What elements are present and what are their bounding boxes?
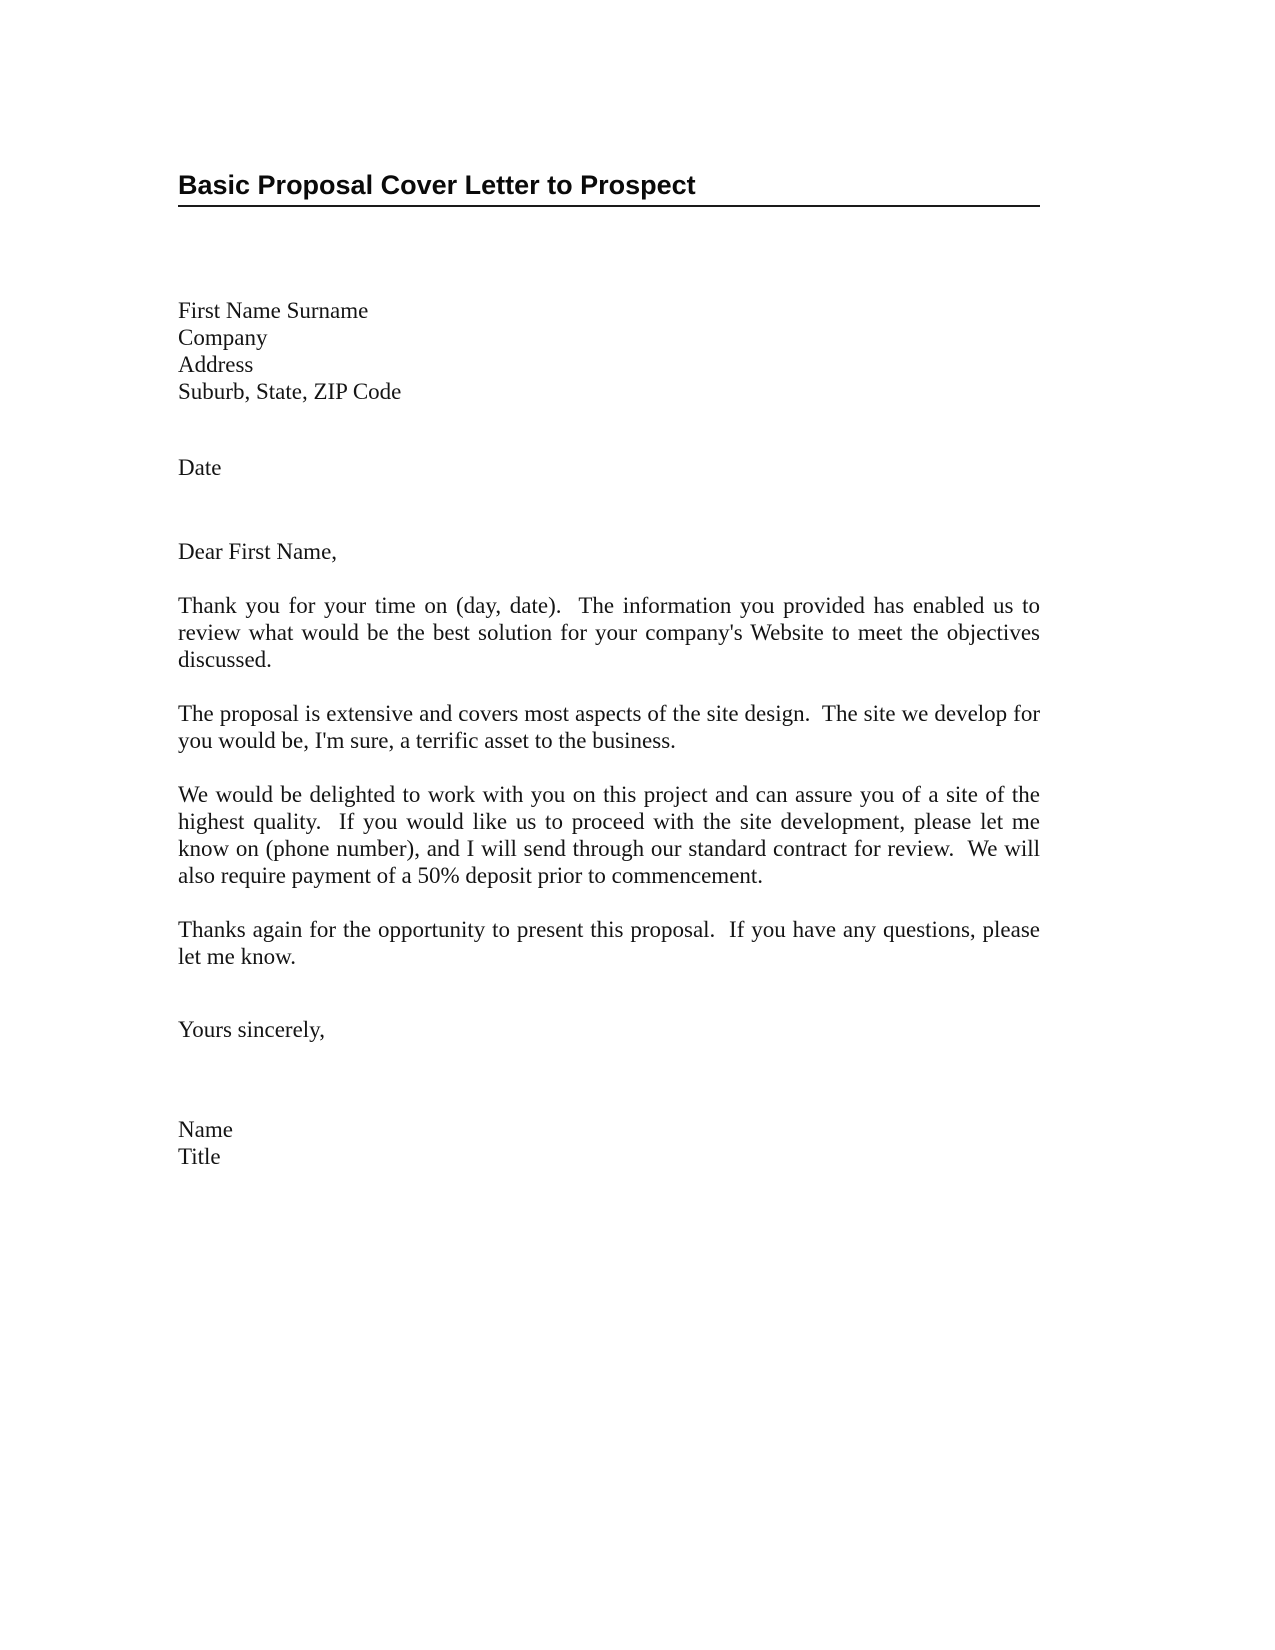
recipient-name: First Name Surname [178, 298, 369, 323]
recipient-city-line: Suburb, State, ZIP Code [178, 379, 402, 404]
body-paragraph: The proposal is extensive and covers most aspects of the site design. The site we develop for you would be, I'm sure, a terrific asset to the business. [178, 701, 1046, 753]
recipient-address: Address [178, 352, 254, 377]
date-line: Date [178, 455, 222, 480]
signature-title: Title [178, 1144, 221, 1169]
salutation: Dear First Name, [178, 539, 338, 564]
letter-body [178, 592, 1046, 970]
signature-name: Name [178, 1117, 233, 1142]
recipient-company: Company [178, 325, 268, 350]
body-paragraph: We would be delighted to work with you on this project and can assure you of a site of the highest quality. If you would like us to proceed with the site development, please let me know on (phone number), and I will send through our standard contract for review. We will also require payment of a 50% deposit prior to commencement. [178, 782, 1046, 888]
document-title: Basic Proposal Cover Letter to Prospect [178, 170, 1040, 207]
body-paragraph: Thank you for your time on (day, date). The information you provided has enabled us to review what would be the best solution for your company's Website to meet the objectives discussed. [178, 593, 1046, 672]
recipient-block [178, 297, 1040, 405]
letter-content [178, 170, 1046, 1170]
body-paragraph: Thanks again for the opportunity to present this proposal. If you have any questions, please let me know. [178, 917, 1046, 969]
closing: Yours sincerely, [178, 1017, 325, 1042]
signature-block [178, 1116, 1040, 1170]
